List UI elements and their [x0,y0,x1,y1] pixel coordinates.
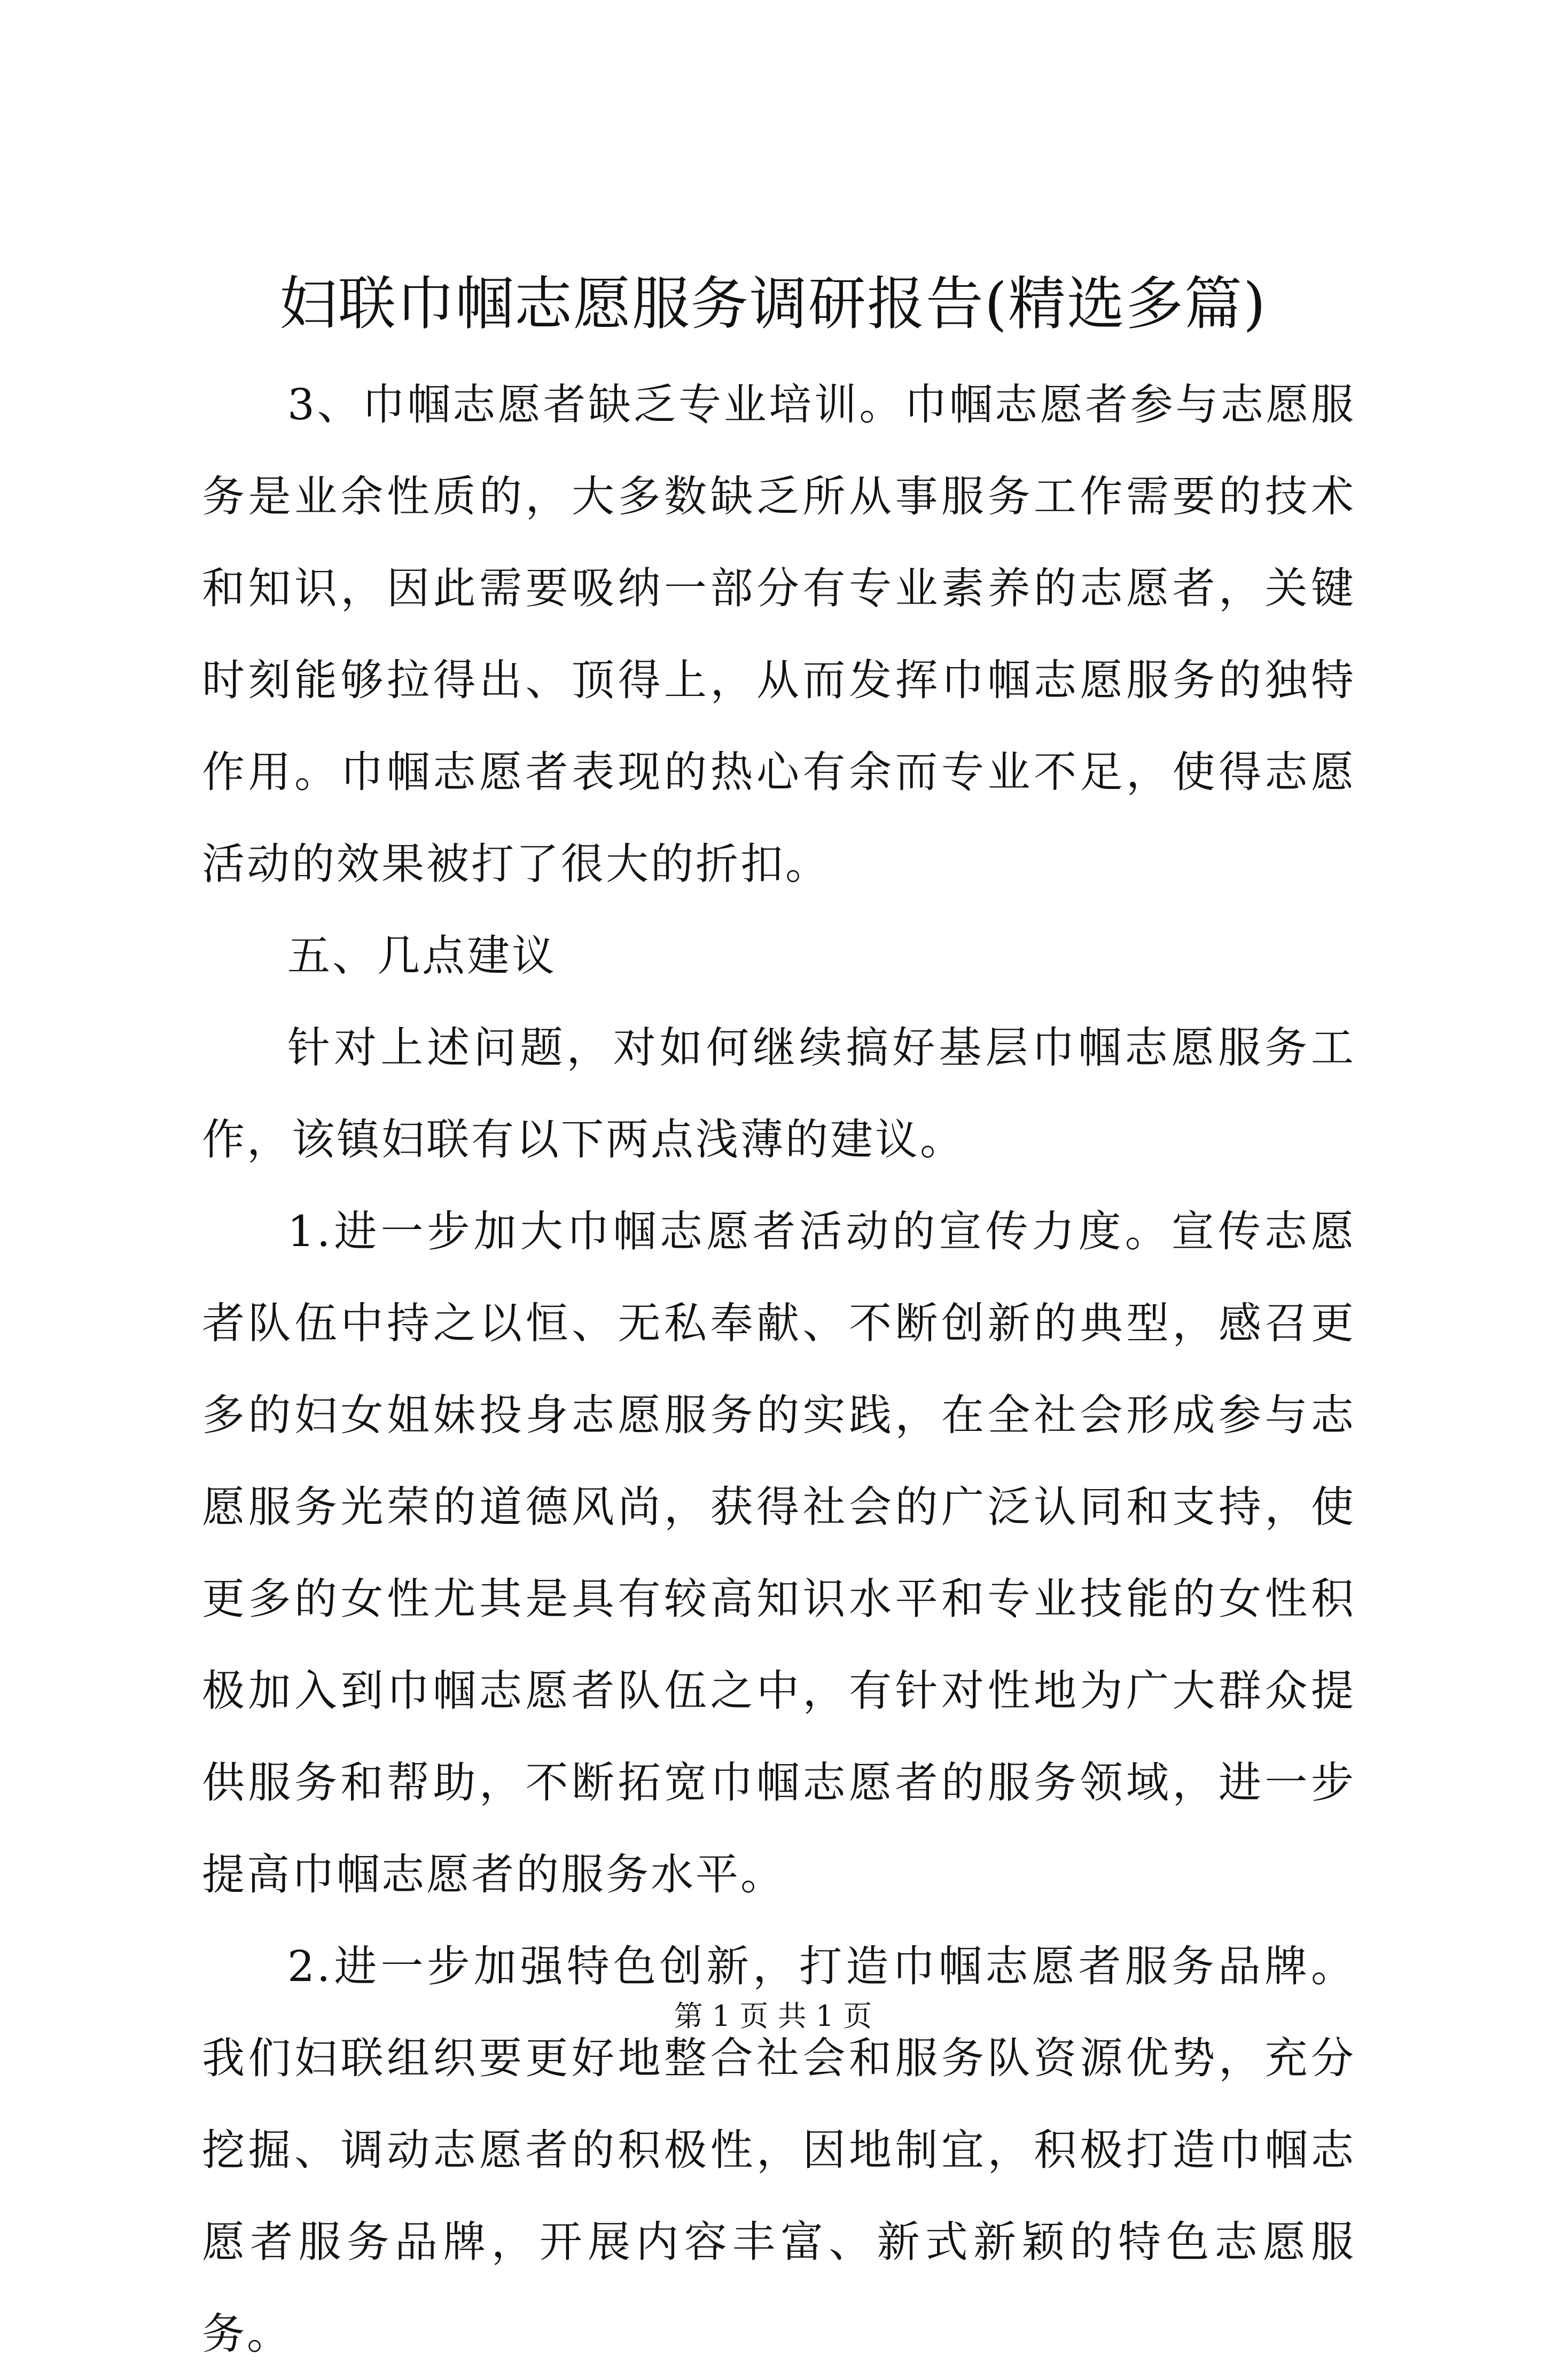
document-body [202,359,1356,2380]
paragraph-problem-3: 3、巾帼志愿者缺乏专业培训。巾帼志愿者参与志愿服务是业余性质的，大多数缺乏所从事服务工作需要的技术和知识，因此需要吸纳一部分有专业素养的志愿者，关键时刻能够拉得出、顶得上，从而发挥巾帼志愿服务的独特作用。巾帼志愿者表现的热心有余而专业不足，使得志愿活动的效果被打了很大的折扣。 [202,380,1356,889]
paragraph-suggestion-2: 2.进一步加强特色创新，打造巾帼志愿者服务品牌。我们妇联组织要更好地整合社会和服务队资源优势，充分挖掘、调动志愿者的积极性，因地制宜，积极打造巾帼志愿者服务品牌，开展内容丰富、新式新颖的特色志愿服务。 [202,1941,1356,2359]
paragraph-suggestion-1: 1.进一步加大巾帼志愿者活动的宣传力度。宣传志愿者队伍中持之以恒、无私奉献、不断创新的典型，感召更多的妇女姐妹投身志愿服务的实践，在全社会形成参与志愿服务光荣的道德风尚，获得社会的广泛认同和支持，使更多的女性尤其是具有较高知识水平和专业技能的女性积极加入到巾帼志愿者队伍之中，有针对性地为广大群众提供服务和帮助，不断拓宽巾帼志愿者的服务领域，进一步提高巾帼志愿者的服务水平。 [202,1207,1356,1899]
section-heading-suggestions: 五、几点建议 [287,931,557,981]
page-footer: 第 1 页 共 1 页 [674,1999,872,2033]
paragraph-intro: 针对上述问题，对如何继续搞好基层巾帼志愿服务工作，该镇妇联有以下两点浅薄的建议。 [202,1023,1356,1164]
document-title: 妇联巾帼志愿服务调研报告(精选多篇) [279,271,1267,338]
